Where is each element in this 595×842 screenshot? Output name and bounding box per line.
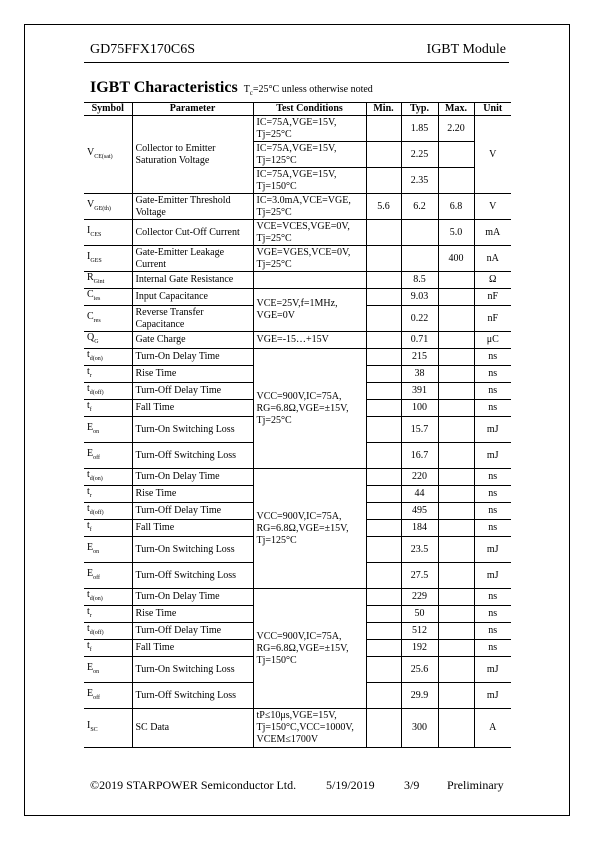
max-cell [438, 306, 474, 332]
symbol-cell: $V_{CE(sat)}$ [84, 116, 132, 194]
typ-cell: 9.03 [401, 289, 438, 306]
max-cell [438, 469, 474, 486]
parameter-cell: Rise Time [132, 366, 253, 383]
condition-cell: VCC=900V,IC=75A, RG=6.8Ω,VGE=±15V, Tj=150°C [253, 589, 366, 709]
unit-cell: ns [474, 589, 511, 606]
min-cell [366, 503, 401, 520]
max-cell [438, 366, 474, 383]
table-row [84, 194, 511, 220]
condition-cell: IC=3.0mA,VCE=VGE, Tj=25°C [253, 194, 366, 220]
max-cell [438, 683, 474, 709]
symbol-cell: $t_r$ [84, 486, 132, 503]
min-cell [366, 383, 401, 400]
symbol-cell: $I_{SC}$ [84, 709, 132, 748]
symbol-cell: $t_{d(on)}$ [84, 469, 132, 486]
condition-cell: VGE=VGES,VCE=0V, Tj=25°C [253, 246, 366, 272]
max-cell [438, 486, 474, 503]
symbol-cell: $t_f$ [84, 400, 132, 417]
typ-cell: 192 [401, 640, 438, 657]
typ-cell: 2.25 [401, 142, 438, 168]
max-cell [438, 400, 474, 417]
col-parameter: Parameter [132, 103, 253, 116]
max-cell [438, 142, 474, 168]
typ-cell: 25.6 [401, 657, 438, 683]
min-cell [366, 168, 401, 194]
parameter-cell: Turn-Off Switching Loss [132, 683, 253, 709]
condition-cell: VCE=25V,f=1MHz, VGE=0V [253, 289, 366, 332]
parameter-cell: Turn-On Delay Time [132, 349, 253, 366]
min-cell [366, 606, 401, 623]
typ-cell: 0.71 [401, 332, 438, 349]
parameter-cell: Reverse Transfer Capacitance [132, 306, 253, 332]
parameter-cell: Gate Charge [132, 332, 253, 349]
unit-cell: ns [474, 400, 511, 417]
min-cell [366, 349, 401, 366]
parameter-cell: Turn-On Delay Time [132, 589, 253, 606]
max-cell [438, 563, 474, 589]
unit-cell: ns [474, 486, 511, 503]
max-cell [438, 289, 474, 306]
max-cell [438, 709, 474, 748]
footer-date: 5/19/2019 [326, 778, 375, 792]
col-symbol: Symbol [84, 103, 132, 116]
max-cell [438, 503, 474, 520]
condition-cell: IC=75A,VGE=15V, Tj=150°C [253, 168, 366, 194]
table-row [84, 220, 511, 246]
unit-cell: mJ [474, 657, 511, 683]
unit-cell: ns [474, 469, 511, 486]
parameter-cell: SC Data [132, 709, 253, 748]
unit-cell: mJ [474, 537, 511, 563]
max-cell [438, 417, 474, 443]
table-header-row [84, 103, 511, 116]
typ-cell: 38 [401, 366, 438, 383]
parameter-cell: Turn-Off Delay Time [132, 503, 253, 520]
symbol-cell: $t_{d(off)}$ [84, 383, 132, 400]
unit-cell: μC [474, 332, 511, 349]
typ-cell: 23.5 [401, 537, 438, 563]
typ-cell: 391 [401, 383, 438, 400]
unit-cell: nA [474, 246, 511, 272]
condition-cell: IC=75A,VGE=15V, Tj=125°C [253, 142, 366, 168]
unit-cell: ns [474, 606, 511, 623]
symbol-cell: $t_{d(off)}$ [84, 623, 132, 640]
col-test-conditions: Test Conditions [253, 103, 366, 116]
min-cell [366, 289, 401, 306]
symbol-cell: $t_{d(on)}$ [84, 349, 132, 366]
typ-cell: 2.35 [401, 168, 438, 194]
condition-cell: VCC=900V,IC=75A, RG=6.8Ω,VGE=±15V, Tj=25°C [253, 349, 366, 469]
min-cell [366, 116, 401, 142]
typ-cell: 495 [401, 503, 438, 520]
unit-cell: V [474, 194, 511, 220]
header-rule [84, 62, 509, 63]
parameter-cell: Fall Time [132, 640, 253, 657]
unit-cell: V [474, 116, 511, 194]
table-row [84, 246, 511, 272]
typ-cell: 229 [401, 589, 438, 606]
section-condition: $T_c=25^\circ C$ unless otherwise noted [243, 84, 373, 97]
parameter-cell: Fall Time [132, 400, 253, 417]
unit-cell: ns [474, 503, 511, 520]
max-cell: 5.0 [438, 220, 474, 246]
table-row [84, 116, 511, 142]
max-cell [438, 383, 474, 400]
symbol-cell: $E_{off}$ [84, 683, 132, 709]
min-cell: 5.6 [366, 194, 401, 220]
symbol-cell: $R_{Gint}$ [84, 272, 132, 289]
parameter-cell: Turn-Off Delay Time [132, 623, 253, 640]
typ-cell: 27.5 [401, 563, 438, 589]
symbol-cell: $Q_G$ [84, 332, 132, 349]
unit-cell: ns [474, 366, 511, 383]
condition-cell: VGE=-15…+15V [253, 332, 366, 349]
symbol-cell: $E_{on}$ [84, 537, 132, 563]
unit-cell: mJ [474, 417, 511, 443]
max-cell [438, 168, 474, 194]
unit-cell: Ω [474, 272, 511, 289]
typ-cell: 8.5 [401, 272, 438, 289]
parameter-cell: Fall Time [132, 520, 253, 537]
parameter-cell: Gate-Emitter Leakage Current [132, 246, 253, 272]
min-cell [366, 366, 401, 383]
unit-cell: ns [474, 623, 511, 640]
symbol-cell: $C_{ies}$ [84, 289, 132, 306]
max-cell: 6.8 [438, 194, 474, 220]
unit-cell: ns [474, 640, 511, 657]
max-cell [438, 272, 474, 289]
parameter-cell: Collector Cut-Off Current [132, 220, 253, 246]
max-cell [438, 443, 474, 469]
typ-cell: 0.22 [401, 306, 438, 332]
typ-cell: 512 [401, 623, 438, 640]
page-header [90, 42, 506, 60]
min-cell [366, 623, 401, 640]
unit-cell: mJ [474, 683, 511, 709]
table-row [84, 272, 511, 289]
footer-copyright: ©2019 STARPOWER Semiconductor Ltd. [90, 778, 297, 792]
symbol-cell: $E_{on}$ [84, 417, 132, 443]
parameter-cell: Turn-On Delay Time [132, 469, 253, 486]
min-cell [366, 469, 401, 486]
condition-cell: VCE=VCES,VGE=0V, Tj=25°C [253, 220, 366, 246]
parameter-cell: Turn-Off Delay Time [132, 383, 253, 400]
typ-cell: 15.7 [401, 417, 438, 443]
table-row [84, 289, 511, 306]
min-cell [366, 332, 401, 349]
min-cell [366, 272, 401, 289]
min-cell [366, 443, 401, 469]
max-cell [438, 640, 474, 657]
typ-cell: 6.2 [401, 194, 438, 220]
min-cell [366, 537, 401, 563]
max-cell [438, 606, 474, 623]
symbol-cell: $t_r$ [84, 366, 132, 383]
unit-cell: nF [474, 289, 511, 306]
condition-cell [253, 272, 366, 289]
part-number: GD75FFX170C6S [90, 42, 196, 57]
max-cell [438, 623, 474, 640]
symbol-cell: $t_f$ [84, 640, 132, 657]
parameter-cell: Input Capacitance [132, 289, 253, 306]
parameter-cell: Collector to Emitter Saturation Voltage [132, 116, 253, 194]
parameter-cell: Rise Time [132, 486, 253, 503]
footer-status: Preliminary [447, 778, 504, 792]
typ-cell [401, 246, 438, 272]
min-cell [366, 709, 401, 748]
min-cell [366, 657, 401, 683]
parameter-cell: Turn-On Switching Loss [132, 537, 253, 563]
symbol-cell: $V_{GE(th)}$ [84, 194, 132, 220]
typ-cell: 300 [401, 709, 438, 748]
symbol-cell: $t_{d(off)}$ [84, 503, 132, 520]
table-row [84, 349, 511, 366]
col-min: Min. [366, 103, 401, 116]
max-cell [438, 349, 474, 366]
typ-cell: 184 [401, 520, 438, 537]
min-cell [366, 142, 401, 168]
symbol-cell: $E_{off}$ [84, 443, 132, 469]
unit-cell: ns [474, 383, 511, 400]
max-cell: 2.20 [438, 116, 474, 142]
min-cell [366, 246, 401, 272]
condition-cell: IC=75A,VGE=15V, Tj=25°C [253, 116, 366, 142]
symbol-cell: $t_r$ [84, 606, 132, 623]
table-row [84, 332, 511, 349]
col-max: Max. [438, 103, 474, 116]
typ-cell: 16.7 [401, 443, 438, 469]
unit-cell: mA [474, 220, 511, 246]
parameter-cell: Turn-Off Switching Loss [132, 563, 253, 589]
unit-cell: mJ [474, 443, 511, 469]
symbol-cell: $I_{CES}$ [84, 220, 132, 246]
parameter-cell: Internal Gate Resistance [132, 272, 253, 289]
unit-cell: ns [474, 520, 511, 537]
unit-cell: mJ [474, 563, 511, 589]
table-row [84, 589, 511, 606]
parameter-cell: Turn-Off Switching Loss [132, 443, 253, 469]
typ-cell: 220 [401, 469, 438, 486]
igbt-characteristics-table [84, 102, 511, 748]
min-cell [366, 589, 401, 606]
parameter-cell: Turn-On Switching Loss [132, 657, 253, 683]
unit-cell: A [474, 709, 511, 748]
symbol-cell: $C_{res}$ [84, 306, 132, 332]
min-cell [366, 520, 401, 537]
unit-cell: nF [474, 306, 511, 332]
typ-cell: 50 [401, 606, 438, 623]
typ-cell: 44 [401, 486, 438, 503]
symbol-cell: $E_{on}$ [84, 657, 132, 683]
section-title [90, 79, 373, 97]
symbol-cell: $E_{off}$ [84, 563, 132, 589]
table-row [84, 469, 511, 486]
min-cell [366, 306, 401, 332]
unit-cell: ns [474, 349, 511, 366]
condition-cell: VCC=900V,IC=75A, RG=6.8Ω,VGE=±15V, Tj=125°C [253, 469, 366, 589]
min-cell [366, 640, 401, 657]
max-cell: 400 [438, 246, 474, 272]
max-cell [438, 332, 474, 349]
min-cell [366, 683, 401, 709]
table-row [84, 709, 511, 748]
max-cell [438, 657, 474, 683]
min-cell [366, 486, 401, 503]
parameter-cell: Rise Time [132, 606, 253, 623]
max-cell [438, 537, 474, 563]
condition-cell: tP≤10μs,VGE=15V, Tj=150°C,VCC=1000V, VCEM≤1700V [253, 709, 366, 748]
product-type: IGBT Module [426, 42, 506, 57]
max-cell [438, 589, 474, 606]
symbol-cell: $t_f$ [84, 520, 132, 537]
typ-cell: 100 [401, 400, 438, 417]
typ-cell: 29.9 [401, 683, 438, 709]
col-unit: Unit [474, 103, 511, 116]
max-cell [438, 520, 474, 537]
typ-cell: 1.85 [401, 116, 438, 142]
min-cell [366, 417, 401, 443]
min-cell [366, 563, 401, 589]
footer-page: 3/9 [404, 778, 420, 792]
typ-cell [401, 220, 438, 246]
min-cell [366, 400, 401, 417]
symbol-cell: $I_{GES}$ [84, 246, 132, 272]
col-typ: Typ. [401, 103, 438, 116]
parameter-cell: Turn-On Switching Loss [132, 417, 253, 443]
typ-cell: 215 [401, 349, 438, 366]
symbol-cell: $t_{d(on)}$ [84, 589, 132, 606]
min-cell [366, 220, 401, 246]
section-title-text: IGBT Characteristics [90, 79, 238, 96]
parameter-cell: Gate-Emitter Threshold Voltage [132, 194, 253, 220]
